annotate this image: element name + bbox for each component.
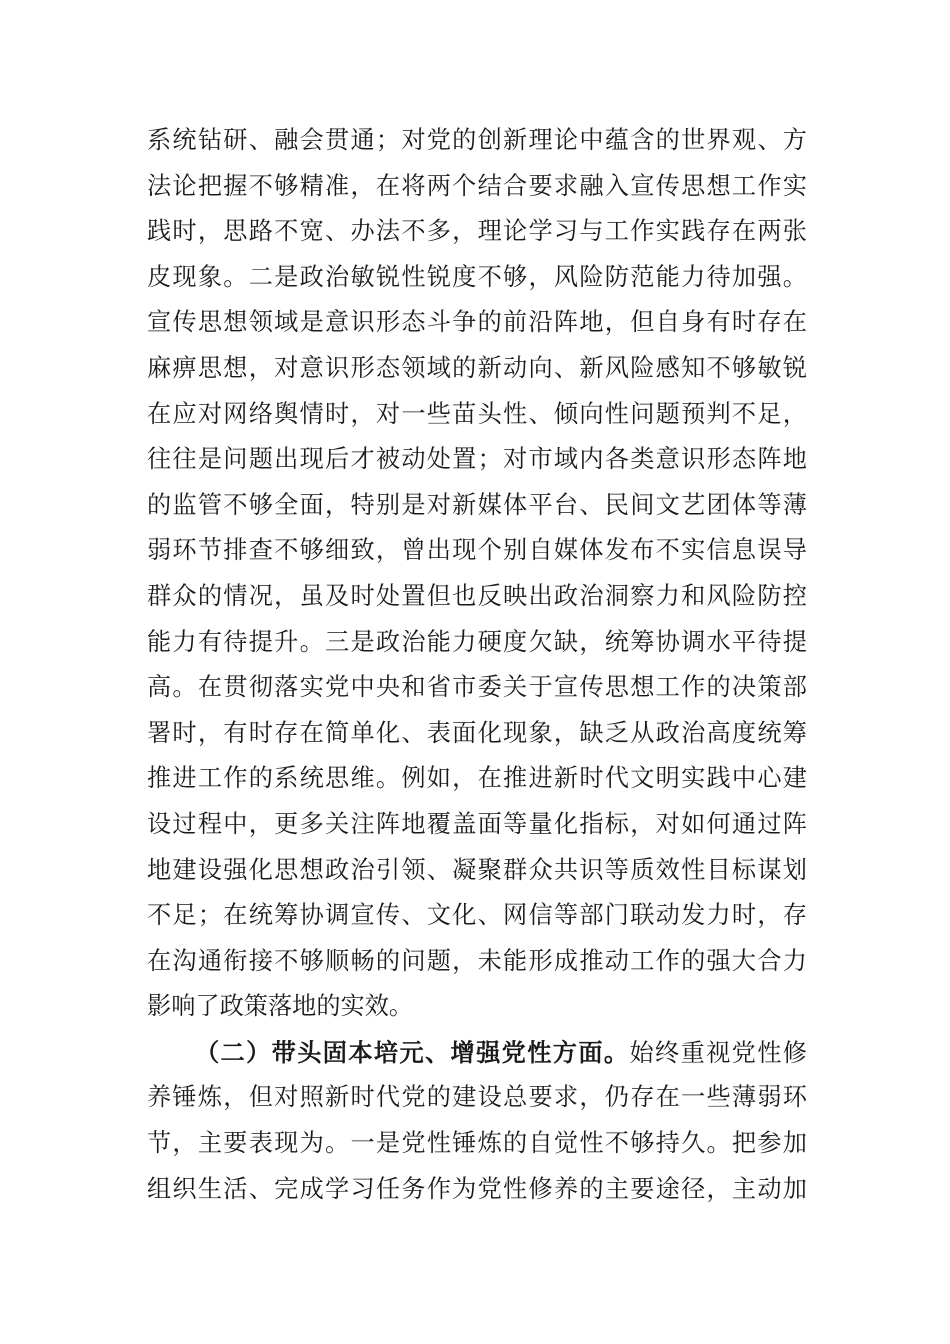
text-line: 群众的情况，虽及时处置但也反映出政治洞察力和风险防控: [147, 581, 807, 610]
section-heading-line: [147, 1030, 807, 1076]
section-heading: （二）带头固本培元、增强党性方面。: [195, 1037, 630, 1067]
text-line: 麻痹思想，对意识形态领域的新动向、新风险感知不够敏锐: [147, 353, 807, 382]
text-line: 弱环节排查不够细致，曾出现个别自媒体发布不实信息误导: [147, 536, 807, 565]
text-line: 在沟通衔接不够顺畅的问题，未能形成推动工作的强大合力: [147, 946, 807, 975]
paragraph-last-line: 影响了政策落地的实效。: [147, 992, 414, 1021]
text-line: 养锤炼，但对照新时代党的建设总要求，仍存在一些薄弱环: [147, 1083, 807, 1112]
text-line: 皮现象。二是政治敏锐性锐度不够，风险防范能力待加强。: [147, 262, 807, 291]
text-line: 推进工作的系统思维。例如，在推进新时代文明实践中心建: [147, 764, 807, 793]
text-line: 宣传思想领域是意识形态斗争的前沿阵地，但自身有时存在: [147, 308, 807, 337]
text-line: 节，主要表现为。一是党性锤炼的自觉性不够持久。把参加: [147, 1129, 807, 1158]
text-line: 设过程中，更多关注阵地覆盖面等量化指标，对如何通过阵: [147, 809, 807, 838]
text-line: 高。在贯彻落实党中央和省市委关于宣传思想工作的决策部: [147, 673, 807, 702]
text-line: 地建设强化思想政治引领、凝聚群众共识等质效性目标谋划: [147, 855, 807, 884]
text-line: 能力有待提升。三是政治能力硬度欠缺，统筹协调水平待提: [147, 627, 807, 656]
text-line: 法论把握不够精准，在将两个结合要求融入宣传思想工作实: [147, 171, 807, 200]
text-line: 组织生活、完成学习任务作为党性修养的主要途径，主动加: [147, 1174, 807, 1203]
text-line: 在应对网络舆情时，对一些苗头性、倾向性问题预判不足，: [147, 399, 807, 428]
text-line: 署时，有时存在简单化、表面化现象，缺乏从政治高度统筹: [147, 718, 807, 747]
text-line: 的监管不够全面，特别是对新媒体平台、民间文艺团体等薄: [147, 490, 807, 519]
body-text: [147, 118, 807, 1212]
section-heading-continuation: 始终重视党性修: [629, 1038, 807, 1067]
text-line: 系统钻研、融会贯通；对党的创新理论中蕴含的世界观、方: [147, 126, 807, 154]
text-line: 往往是问题出现后才被动处置；对市域内各类意识形态阵地: [147, 445, 807, 474]
text-line: 践时，思路不宽、办法不多，理论学习与工作实践存在两张: [147, 217, 807, 246]
text-line: 不足；在统筹协调宣传、文化、网信等部门联动发力时，存: [147, 901, 807, 930]
